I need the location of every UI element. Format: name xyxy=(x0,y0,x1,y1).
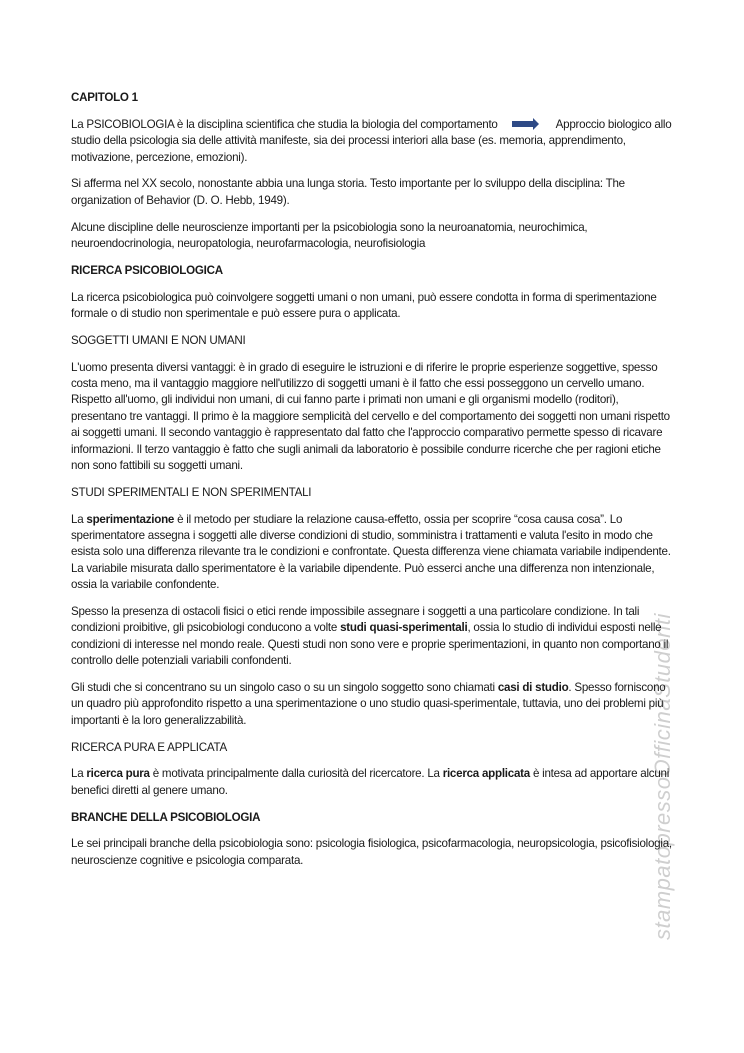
paragraph-disciplines: Alcune discipline delle neuroscienze importanti per la psicobiologia sono la neuroanatomia, neurochimica, neuroendocrinologia, neuropatologia, neurofarmacologia, neurofisiologia xyxy=(71,220,588,251)
paragraph-history: Si afferma nel XX secolo, nonostante abbia una lunga storia. Testo importante per lo sviluppo della disciplina: The organization of Behavior (D. O. Hebb, 1949). xyxy=(71,177,625,207)
section-heading-pura: RICERCA PURA E APPLICATA xyxy=(71,740,227,754)
paragraph-branche: Le sei principali branche della psicobiologia sono: psicologia fisiologica, psicofarmacologia, neuropsicologia, psicofisiologia, neuroscienze cognitive e psicologia comparata. xyxy=(71,837,672,867)
text: è motivata principalmente dalla curiosità del ricercatore. La xyxy=(149,767,443,781)
text: Gli studi che si concentrano su un singolo caso o su un singolo soggetto sono chiamati xyxy=(71,681,498,695)
text: è intesa ad apportare alcuni benefici diretti al genere umano. xyxy=(71,767,670,797)
section-heading-ricerca: RICERCA PSICOBIOLOGICA xyxy=(71,263,223,277)
text: è il metodo per studiare la relazione causa-effetto, ossia per scoprire “cosa causa cosa”. Lo sperimentatore assegna i soggetti alle diverse condizioni di studio, somministra i trattamenti e valuta l'esito in modo che esista solo una differenza rilevante tra le condizioni e confrontate. Questa differenza viene chiamata variabile indipendente. La variabile misurata dallo sperimentatore è la variabile dipendente. Può esserci anche una differenza non intenzionale, ossia la variabile confondente. xyxy=(71,512,671,592)
text: , ossia lo studio di individui esposti nelle condizioni di interesse nel mondo reale. Questi studi non sono vere e proprie sperimentazioni, in quanto non comportano il controllo delle potenziali variabili confondenti. xyxy=(71,621,669,668)
paragraph-soggetti: L'uomo presenta diversi vantaggi: è in grado di eseguire le istruzioni e di riferire le proprie esperienze soggettive, spesso costa meno, ma il vantaggio maggiore nell'utilizzo di soggetti umani è il fatto che essi posseggono un cervello umano. Rispetto all'uomo, gli individui non umani, di cui fanno parte i primati non umani e gli organismi modello (roditori), presentano tre vantaggi. Il primo è la maggiore semplicità del cervello e del comportamento dei soggetti non umani rispetto ai soggetti umani. Il secondo vantaggio è rappresentato dal fatto che l'approccio comparativo permette spesso di ricavare informazioni. Il terzo vantaggio è fatto che sugli animali da laboratorio è possibile condurre ricerche che per ragioni etiche non sono fattibili su soggetti umani. xyxy=(71,360,670,473)
paragraph-quasi-sperimentali xyxy=(71,604,675,670)
text: Approccio biologico allo studio della psicologia sia delle attività manifeste, sia dei processi interiori alla base (es. memoria, apprendimento, motivazione, percezione, emozioni). xyxy=(71,117,672,164)
text: . Spesso forniscono un quadro più approfondito rispetto a una sperimentazione o uno studio quasi-sperimentale, tuttavia, uno dei problemi più importanti è la loro generalizzabilità. xyxy=(71,681,666,727)
arrow-right-icon xyxy=(512,121,534,127)
paragraph-pura-applicata xyxy=(71,766,675,799)
bold-term: casi di studio xyxy=(497,681,569,695)
bold-term: ricerca applicata xyxy=(442,767,530,781)
paragraph-ricerca: La ricerca psicobiologica può coinvolgere soggetti umani o non umani, può essere condotta in forma di sperimentazione formale o di studio non sperimentale e può essere pura o applicata. xyxy=(71,290,657,321)
paragraph-casi-di-studio xyxy=(71,680,675,729)
paragraph-sperimentazione xyxy=(71,512,675,594)
section-heading-studi: STUDI SPERIMENTALI E NON SPERIMENTALI xyxy=(71,485,312,499)
text: La PSICOBIOLOGIA è la disciplina scientifica che studia la biologia del comportamento xyxy=(71,117,498,131)
paragraph-definition xyxy=(71,117,675,166)
document-page xyxy=(71,90,675,880)
text: Spesso la presenza di ostacoli fisici o etici rende impossibile assegnare i soggetti a una particolare condizione. In tali condizioni proibitive, gli psicobiologi conducono a volte xyxy=(71,605,640,635)
text: La xyxy=(71,767,87,781)
section-heading-branche: BRANCHE DELLA PSICOBIOLOGIA xyxy=(71,810,261,824)
watermark: stampatopressoOfficinaStudenti xyxy=(650,613,675,940)
chapter-heading: CAPITOLO 1 xyxy=(71,91,138,104)
bold-term: ricerca pura xyxy=(86,767,150,781)
bold-term: sperimentazione xyxy=(86,512,175,526)
text: La xyxy=(71,512,87,526)
section-heading-soggetti: SOGGETTI UMANI E NON UMANI xyxy=(71,333,246,347)
bold-term: studi quasi-sperimentali xyxy=(340,621,468,635)
